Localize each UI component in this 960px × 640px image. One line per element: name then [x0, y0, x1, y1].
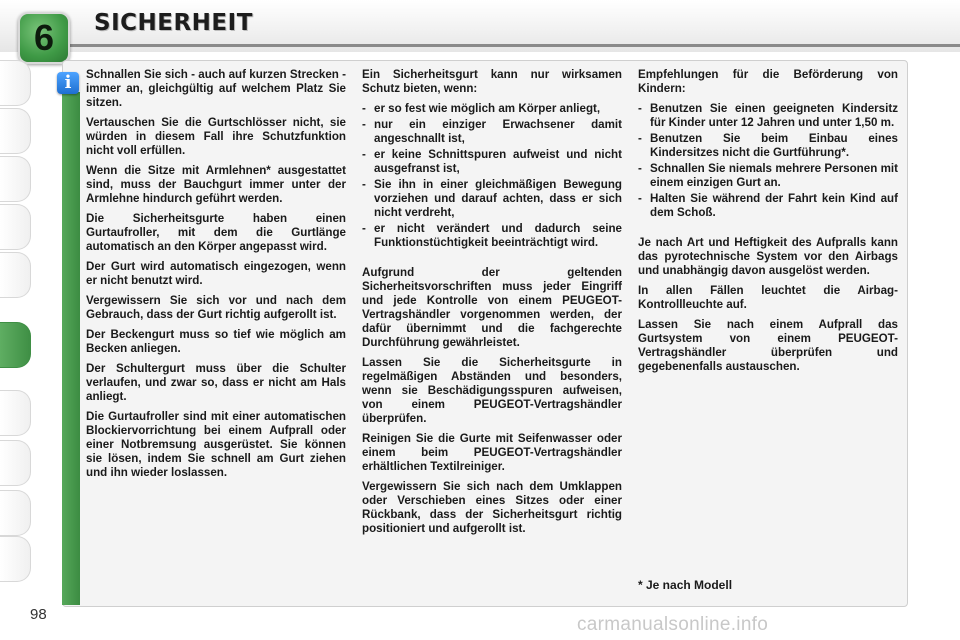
info-icon: i	[57, 72, 79, 94]
chapter-tab[interactable]	[0, 536, 31, 582]
watermark: carmanualsonline.info	[577, 614, 769, 635]
paragraph: In allen Fällen leuchtet die Airbag-Kontrollleuchte auf.	[638, 284, 898, 311]
list-item: - er so fest wie möglich am Körper anliegt,	[362, 102, 622, 116]
intro-paragraph: Ein Sicherheitsgurt kann nur wirksamen Schutz bieten, wenn:	[362, 68, 622, 95]
paragraph: Vergewissern Sie sich vor und nach dem Gebrauch, dass der Gurt richtig aufgerollt ist.	[86, 294, 346, 321]
list-item: - Halten Sie während der Fahrt kein Kind auf dem Schoß.	[638, 192, 898, 220]
footnote: * Je nach Modell	[638, 578, 733, 592]
airbag-text: kann das pyrotechnische System vor den Airbags und unabhängig davon ausgelöst werden.	[638, 236, 898, 277]
chapter-tab-rail	[0, 60, 40, 580]
page-number: 98	[30, 606, 47, 623]
column-3	[638, 68, 898, 380]
section-heading: Empfehlungen für die Beförderung von Kindern:	[638, 68, 898, 95]
paragraph: Die Gurtaufroller sind mit einer automatischen Blockiervorrichtung bei einem Aufprall oder einer Notbremsung ausgerüstet. Sie können sie lösen, indem Sie schnell am Gurt ziehen und ihn wieder loslassen.	[86, 410, 346, 479]
panel-accent-bar	[62, 92, 80, 605]
list-item: - nur ein einziger Erwachsener damit angeschnallt ist,	[362, 118, 622, 146]
airbag-heading: Je nach Art und Heftigkeit des Aufpralls	[638, 236, 867, 249]
spacer	[362, 256, 622, 266]
paragraph: Der Beckengurt muss so tief wie möglich am Becken anliegen.	[86, 328, 346, 355]
chapter-tab[interactable]	[0, 390, 31, 436]
column-1	[86, 68, 346, 486]
paragraph: Der Schultergurt muss über die Schulter verlaufen, und zwar so, dass er nicht am Hals anliegt.	[86, 362, 346, 403]
belt-conditions-list	[362, 102, 622, 250]
chapter-tab[interactable]	[0, 60, 31, 106]
list-item: - er nicht verändert und dadurch seine Funktionstüchtigkeit beeinträchtigt wird.	[362, 222, 622, 250]
paragraph: Lassen Sie nach einem Aufprall das Gurtsystem von einem PEUGEOT-Vertragshändler überprüfen und gegebenenfalls austauschen.	[638, 318, 898, 373]
paragraph: Der Gurt wird automatisch eingezogen, wenn er nicht benutzt wird.	[86, 260, 346, 287]
list-item: - Benutzen Sie beim Einbau eines Kindersitzes nicht die Gurtführung*.	[638, 132, 898, 160]
header-rule	[70, 44, 960, 47]
spacer	[638, 226, 898, 236]
paragraph: Vertauschen Sie die Gurtschlösser nicht, sie würden in diesem Fall ihre Schutzfunktion nicht voll erfüllen.	[86, 116, 346, 157]
paragraph: Wenn die Sitze mit Armlehnen* ausgestattet sind, muss der Bauchgurt immer unter der Armlehne hindurch geführt werden.	[86, 164, 346, 205]
list-item: - Schnallen Sie niemals mehrere Personen mit einem einzigen Gurt an.	[638, 162, 898, 190]
page-title: SICHERHEIT	[94, 10, 253, 36]
list-item: - Sie ihn in einer gleichmäßigen Bewegung vorziehen und darauf achten, dass er sich nicht verdreht,	[362, 178, 622, 220]
chapter-tab[interactable]	[0, 440, 31, 486]
paragraph: Reinigen Sie die Gurte mit Seifenwasser oder einem beim PEUGEOT-Vertragshändler erhältlichen Textilreiniger.	[362, 432, 622, 473]
child-recommendations-list	[638, 102, 898, 220]
chapter-tab[interactable]	[0, 108, 31, 154]
chapter-tab[interactable]	[0, 156, 31, 202]
paragraph: Schnallen Sie sich - auch auf kurzen Strecken - immer an, gleichgültig auf welchem Platz Sie sitzen.	[86, 68, 346, 109]
paragraph: Vergewissern Sie sich nach dem Umklappen oder Verschieben eines Sitzes oder einer Rückbank, dass der Sicherheitsgurt richtig positioniert und aufgerollt ist.	[362, 480, 622, 535]
chapter-tab[interactable]	[0, 490, 31, 536]
column-2	[362, 68, 622, 542]
chapter-tab[interactable]	[0, 252, 31, 298]
chapter-number-badge: 6	[18, 12, 70, 64]
list-item: - er keine Schnittspuren aufweist und nicht ausgefranst ist,	[362, 148, 622, 176]
paragraph: Aufgrund der geltenden Sicherheitsvorschriften muss jeder Eingriff und jede Kontrolle von einem PEUGEOT-Vertragshändler vorgenommen werden, der dafür übernimmt und die fachgerechte Durchführung gewährleistet.	[362, 266, 622, 349]
list-item: - Benutzen Sie einen geeigneten Kindersitz für Kinder unter 12 Jahren und unter 1,50 m.	[638, 102, 898, 130]
paragraph: Die Sicherheitsgurte haben einen Gurtaufroller, mit dem die Gurtlänge automatisch an den Körper angepasst wird.	[86, 212, 346, 253]
paragraph: Lassen Sie die Sicherheitsgurte in regelmäßigen Abständen und besonders, wenn sie Beschädigungsspuren aufweisen, von einem PEUGEOT-Vertragshändler überprüfen.	[362, 356, 622, 425]
chapter-tab-active[interactable]	[0, 322, 31, 368]
chapter-tab[interactable]	[0, 204, 31, 250]
airbag-paragraph	[638, 236, 898, 278]
